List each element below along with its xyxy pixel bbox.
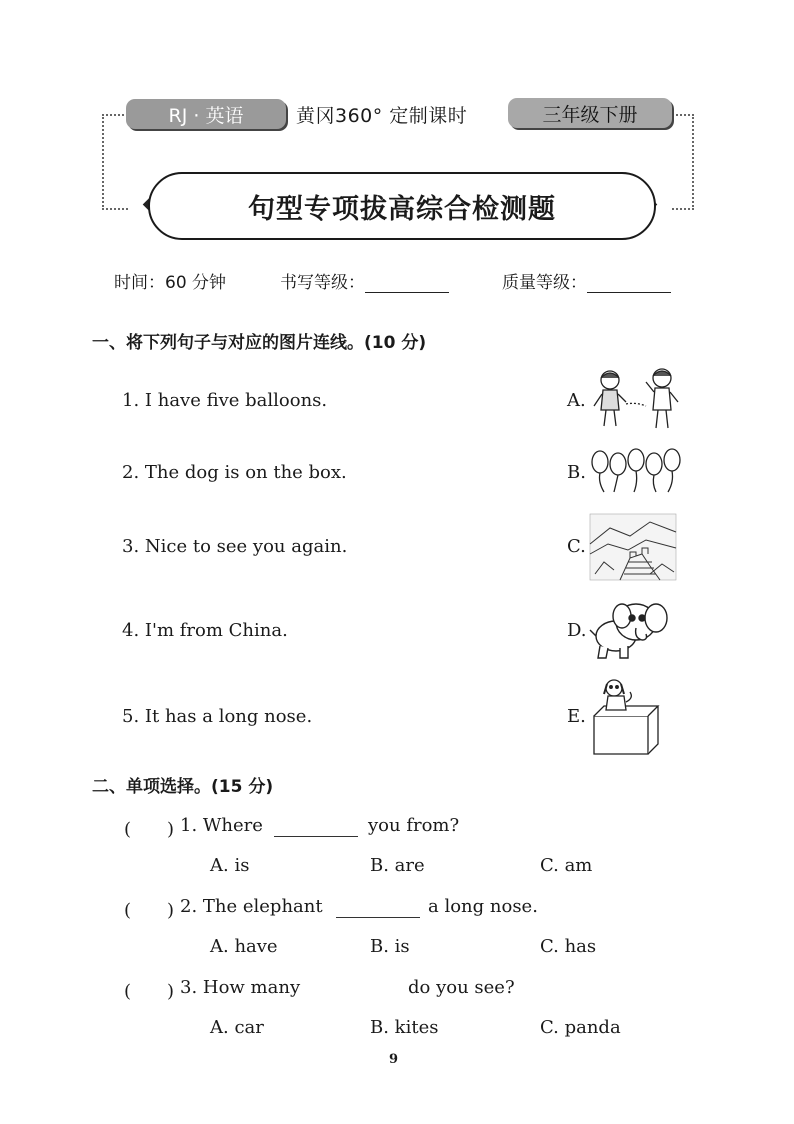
picture-b-letter: B.	[567, 462, 586, 483]
q1-option-c[interactable]: C. am	[540, 855, 593, 876]
q2-blank[interactable]	[336, 896, 420, 918]
q1-answer-paren[interactable]: ( )	[124, 819, 175, 840]
q3-option-c[interactable]: C. panda	[540, 1017, 621, 1038]
elephant-icon[interactable]	[590, 596, 670, 662]
header-dotted-frame-right	[672, 114, 694, 210]
sentence-5[interactable]: 5. It has a long nose.	[122, 706, 313, 727]
writing-grade-blank[interactable]	[365, 274, 449, 293]
q2-option-a[interactable]: A. have	[210, 936, 278, 957]
quality-grade-label: 质量等级：	[502, 273, 587, 293]
q3-option-b[interactable]: B. kites	[370, 1017, 439, 1038]
sentence-4[interactable]: 4. I'm from China.	[122, 620, 288, 641]
picture-c-letter: C.	[567, 536, 586, 557]
time-label: 时间：60 分钟	[114, 273, 227, 293]
part1-heading: 一、将下列句子与对应的图片连线。(10 分)	[92, 333, 427, 353]
picture-a-letter: A.	[567, 390, 586, 411]
series-name: 黄冈360° 定制课时	[296, 105, 468, 127]
sentence-2[interactable]: 2. The dog is on the box.	[122, 462, 347, 483]
q3-blank[interactable]	[318, 977, 402, 998]
title-banner	[148, 172, 656, 240]
sentence-3[interactable]: 3. Nice to see you again.	[122, 536, 348, 557]
q1-option-a[interactable]: A. is	[210, 855, 250, 876]
writing-grade-field[interactable]	[280, 268, 449, 293]
q3-answer-paren[interactable]: ( )	[124, 981, 175, 1002]
q2-option-b[interactable]: B. is	[370, 936, 410, 957]
five-balloons-icon[interactable]	[588, 448, 684, 494]
q3-number-text: 3. How many	[180, 977, 301, 998]
q2-number-text: 2. The elephant	[180, 896, 323, 917]
quality-grade-field[interactable]	[502, 268, 671, 293]
writing-grade-label: 书写等级：	[280, 273, 365, 293]
q1-option-b[interactable]: B. are	[370, 855, 425, 876]
picture-e-letter: E.	[567, 706, 586, 727]
q2-option-c[interactable]: C. has	[540, 936, 597, 957]
page-title: 句型专项拔高综合检测题	[248, 193, 556, 225]
part2-heading: 二、单项选择。(15 分)	[92, 777, 274, 797]
two-children-greeting-icon[interactable]	[590, 366, 688, 432]
q1-text-end: you from?	[368, 815, 460, 836]
q2-text-end: a long nose.	[428, 896, 538, 917]
dog-on-box-icon[interactable]	[590, 676, 662, 756]
header-dotted-frame-left	[102, 114, 128, 210]
q2-answer-paren[interactable]: ( )	[124, 900, 175, 921]
q3-text-end: do you see?	[408, 977, 515, 998]
picture-d-letter: D.	[567, 620, 587, 641]
q1-number-text: 1. Where	[180, 815, 263, 836]
quality-grade-blank[interactable]	[587, 274, 671, 293]
q3-option-a[interactable]: A. car	[210, 1017, 264, 1038]
grade-tag: 三年级下册	[508, 98, 672, 128]
subject-tag: RJ · 英语	[126, 99, 286, 129]
sentence-1[interactable]: 1. I have five balloons.	[122, 390, 328, 411]
q1-blank[interactable]	[274, 815, 358, 837]
great-wall-icon[interactable]	[590, 514, 676, 580]
page-number: 9	[389, 1052, 399, 1067]
